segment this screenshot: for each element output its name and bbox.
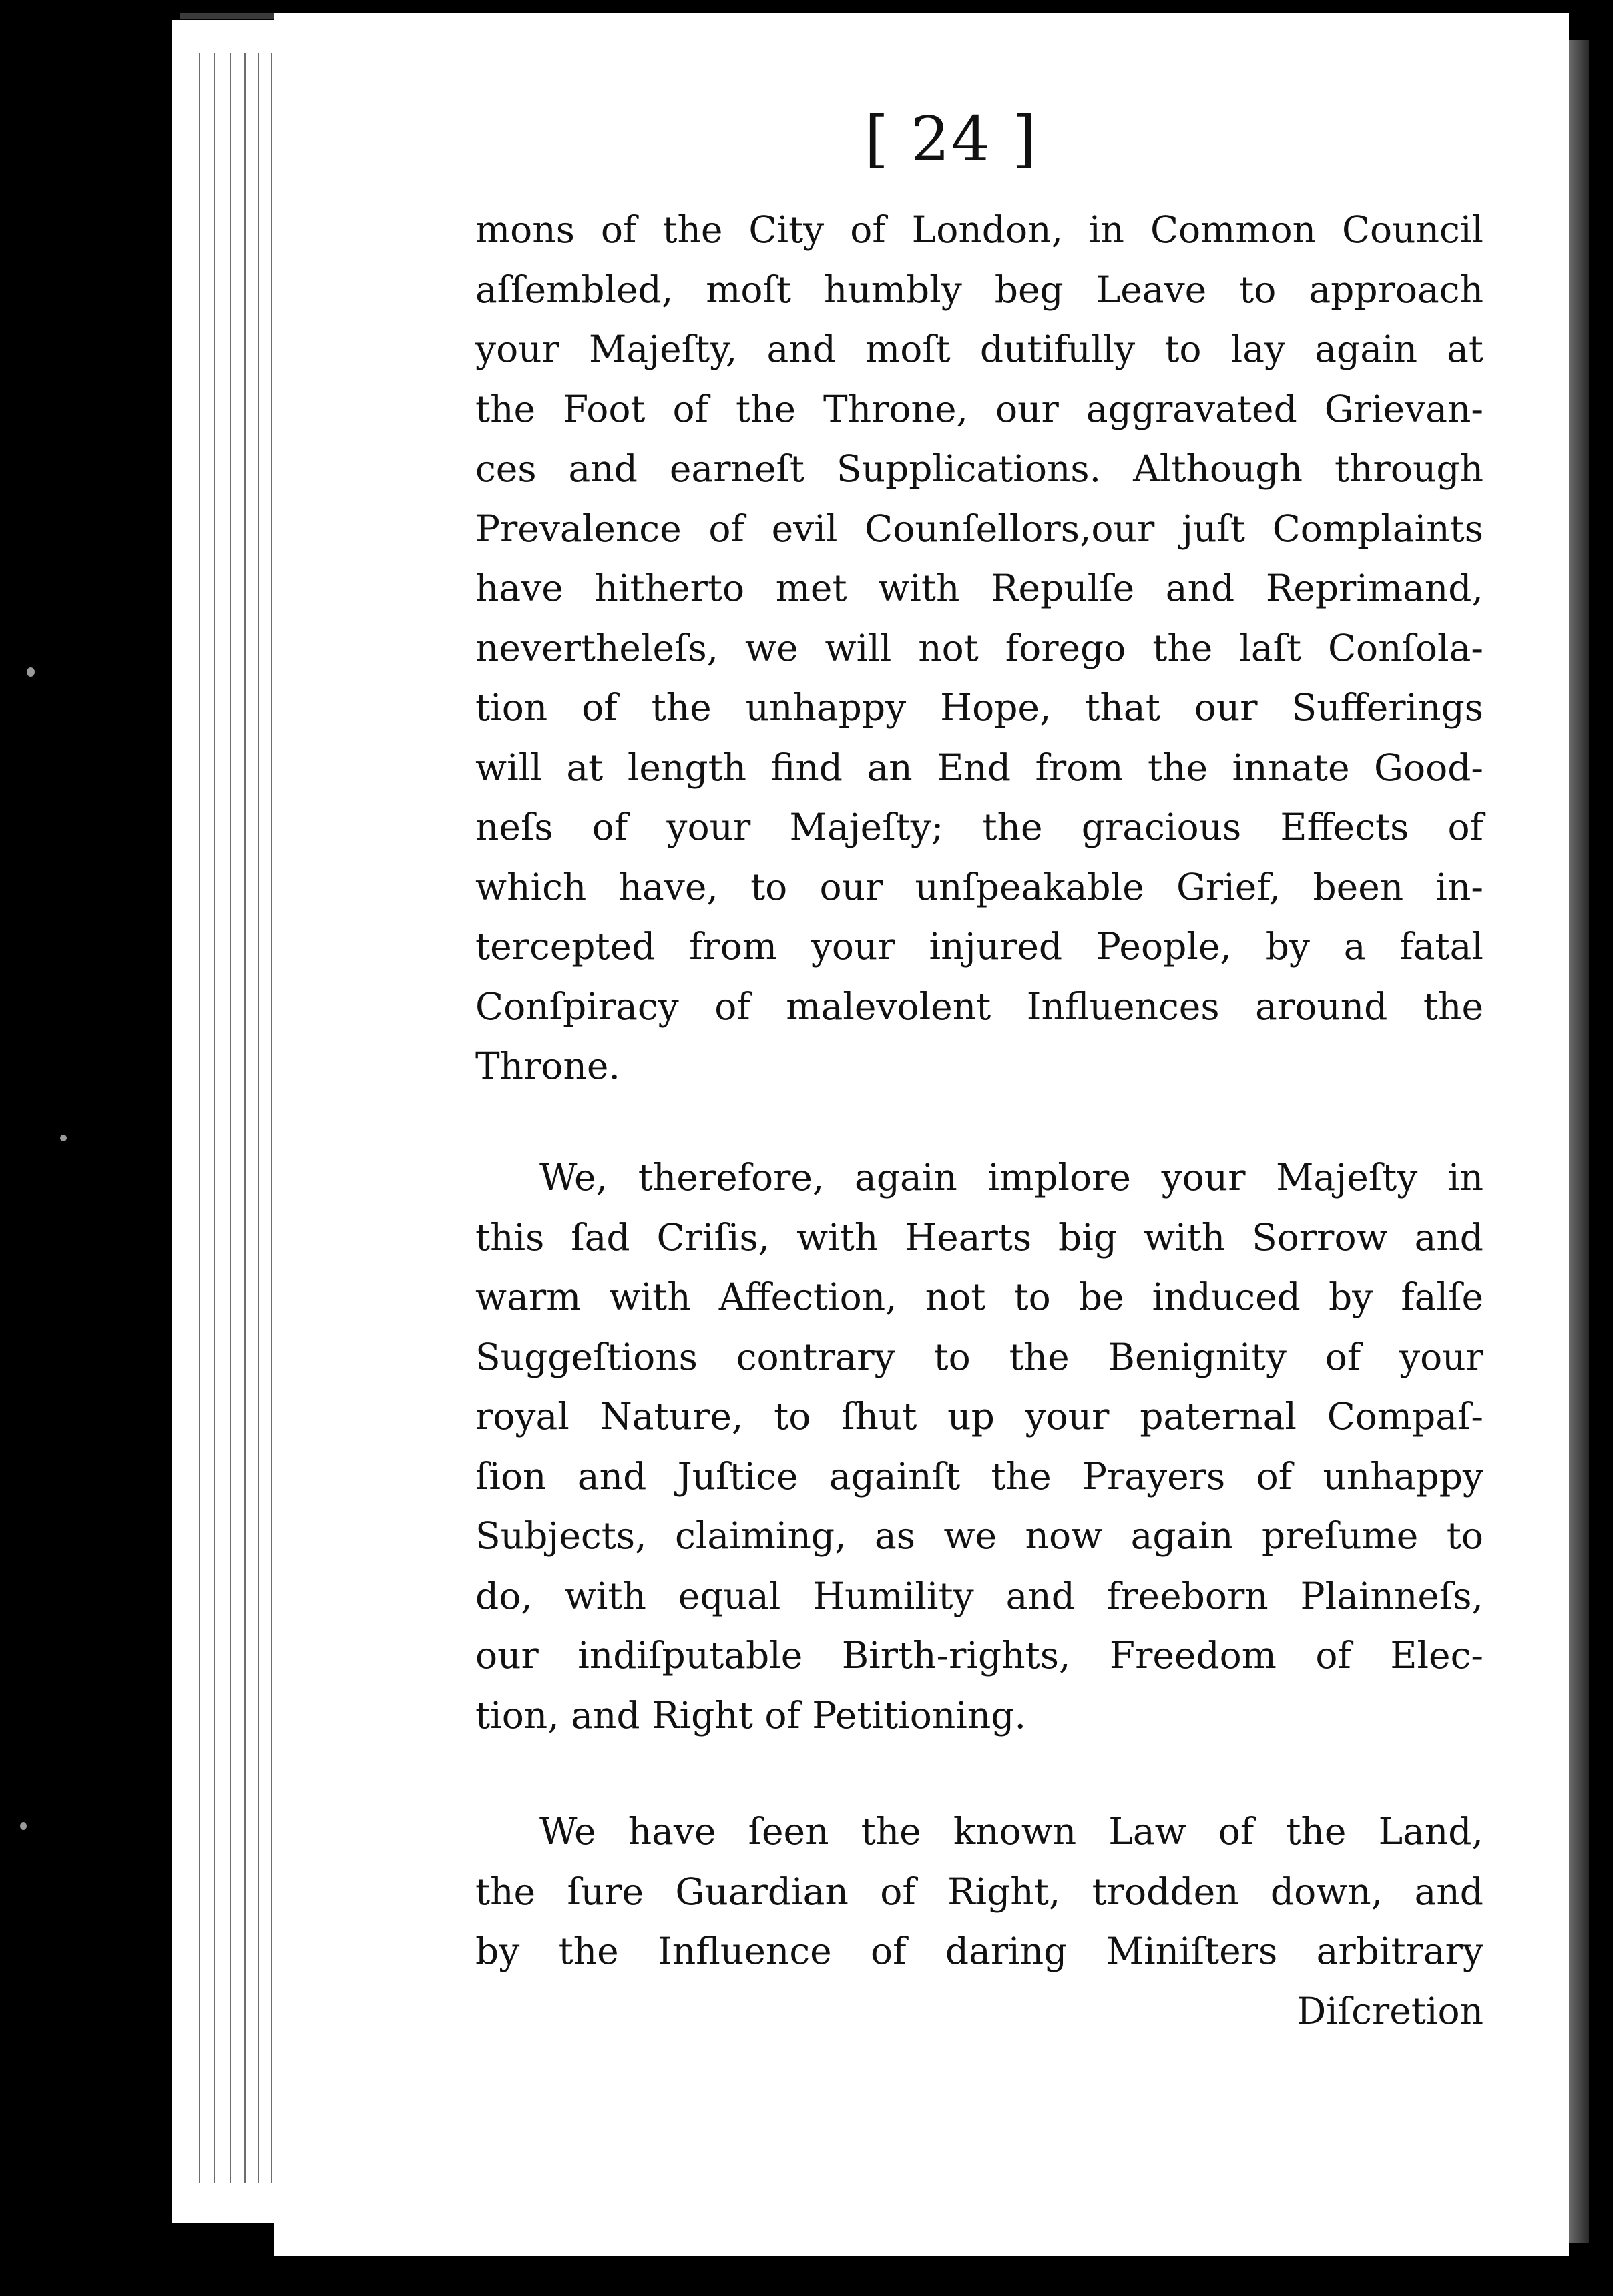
scan-speck: [60, 1135, 67, 1141]
page-number-header: [ 24 ]: [865, 103, 1038, 175]
text-line: Throne.: [475, 1045, 620, 1087]
text-line: the ſure Guardian of Right, trodden down, and: [475, 1870, 1483, 1913]
text-line: do, with equal Humility and freeborn Plainneſs,: [475, 1574, 1483, 1617]
text-line: which have, to our unſpeakable Grief, been in-: [475, 865, 1483, 908]
text-line: Prevalence of evil Counſellors,our juſt Complaints: [475, 507, 1483, 550]
page-edge-line: [271, 53, 272, 2183]
text-line: royal Nature, to ſhut up your paternal Compaſ-: [475, 1395, 1483, 1438]
text-line: tercepted from your injured People, by a fatal: [475, 925, 1483, 968]
catchword: Diſcretion: [1297, 1989, 1483, 2032]
text-line: Suggeſtions contrary to the Benignity of your: [475, 1335, 1483, 1378]
text-line: We, therefore, again implore your Majeſty in: [539, 1156, 1483, 1199]
paragraph-3: [475, 1802, 1483, 2041]
text-line: by the Influence of daring Miniſters arbitrary: [475, 1930, 1483, 1972]
text-line: Conſpiracy of malevolent Influences around the: [475, 984, 1483, 1028]
paragraph-1: [475, 200, 1483, 1097]
page-edge-line: [258, 53, 259, 2183]
text-line: warm with Affection, not to be induced by falſe: [475, 1275, 1483, 1318]
page-edge-line: [230, 53, 231, 2183]
text-line: mons of the City of London, in Common Council: [475, 208, 1483, 251]
page-gutter-shadow: [1569, 40, 1589, 2243]
paragraph-2: [475, 1148, 1483, 1745]
text-line: aſſembled, moſt humbly beg Leave to approach: [475, 268, 1483, 311]
text-line: nevertheleſs, we will not forego the laſt Conſola-: [475, 626, 1483, 669]
scan-speck: [20, 1822, 27, 1830]
text-line: We have ſeen the known Law of the Land,: [539, 1810, 1483, 1853]
text-line: the Foot of the Throne, our aggravated Grievan-: [475, 387, 1483, 431]
text-line: tion of the unhappy Hope, that our Sufferings: [475, 686, 1483, 729]
page-edge-line: [244, 53, 246, 2183]
page-edge-line: [199, 53, 200, 2183]
text-line: Subjects, claiming, as we now again preſume to: [475, 1514, 1483, 1557]
text-line: your Majeſty, and moſt dutifully to lay again at: [475, 328, 1483, 370]
page-edge-line: [214, 53, 215, 2183]
text-line: ces and earneſt Supplications. Although through: [475, 447, 1483, 490]
text-line: our indiſputable Birth-rights, Freedom of Elec-: [475, 1634, 1483, 1677]
text-line: neſs of your Majeſty; the gracious Effects of: [475, 806, 1483, 848]
text-line: ſion and Juſtice againſt the Prayers of unhappy: [475, 1454, 1483, 1498]
scan-speck: [27, 667, 35, 677]
text-line: this ſad Criſis, with Hearts big with Sorrow and: [475, 1215, 1483, 1259]
text-line: tion, and Right of Petitioning.: [475, 1693, 1026, 1737]
text-line: have hitherto met with Repulſe and Reprimand,: [475, 567, 1483, 609]
text-line: will at length find an End from the innate Good-: [475, 746, 1483, 789]
